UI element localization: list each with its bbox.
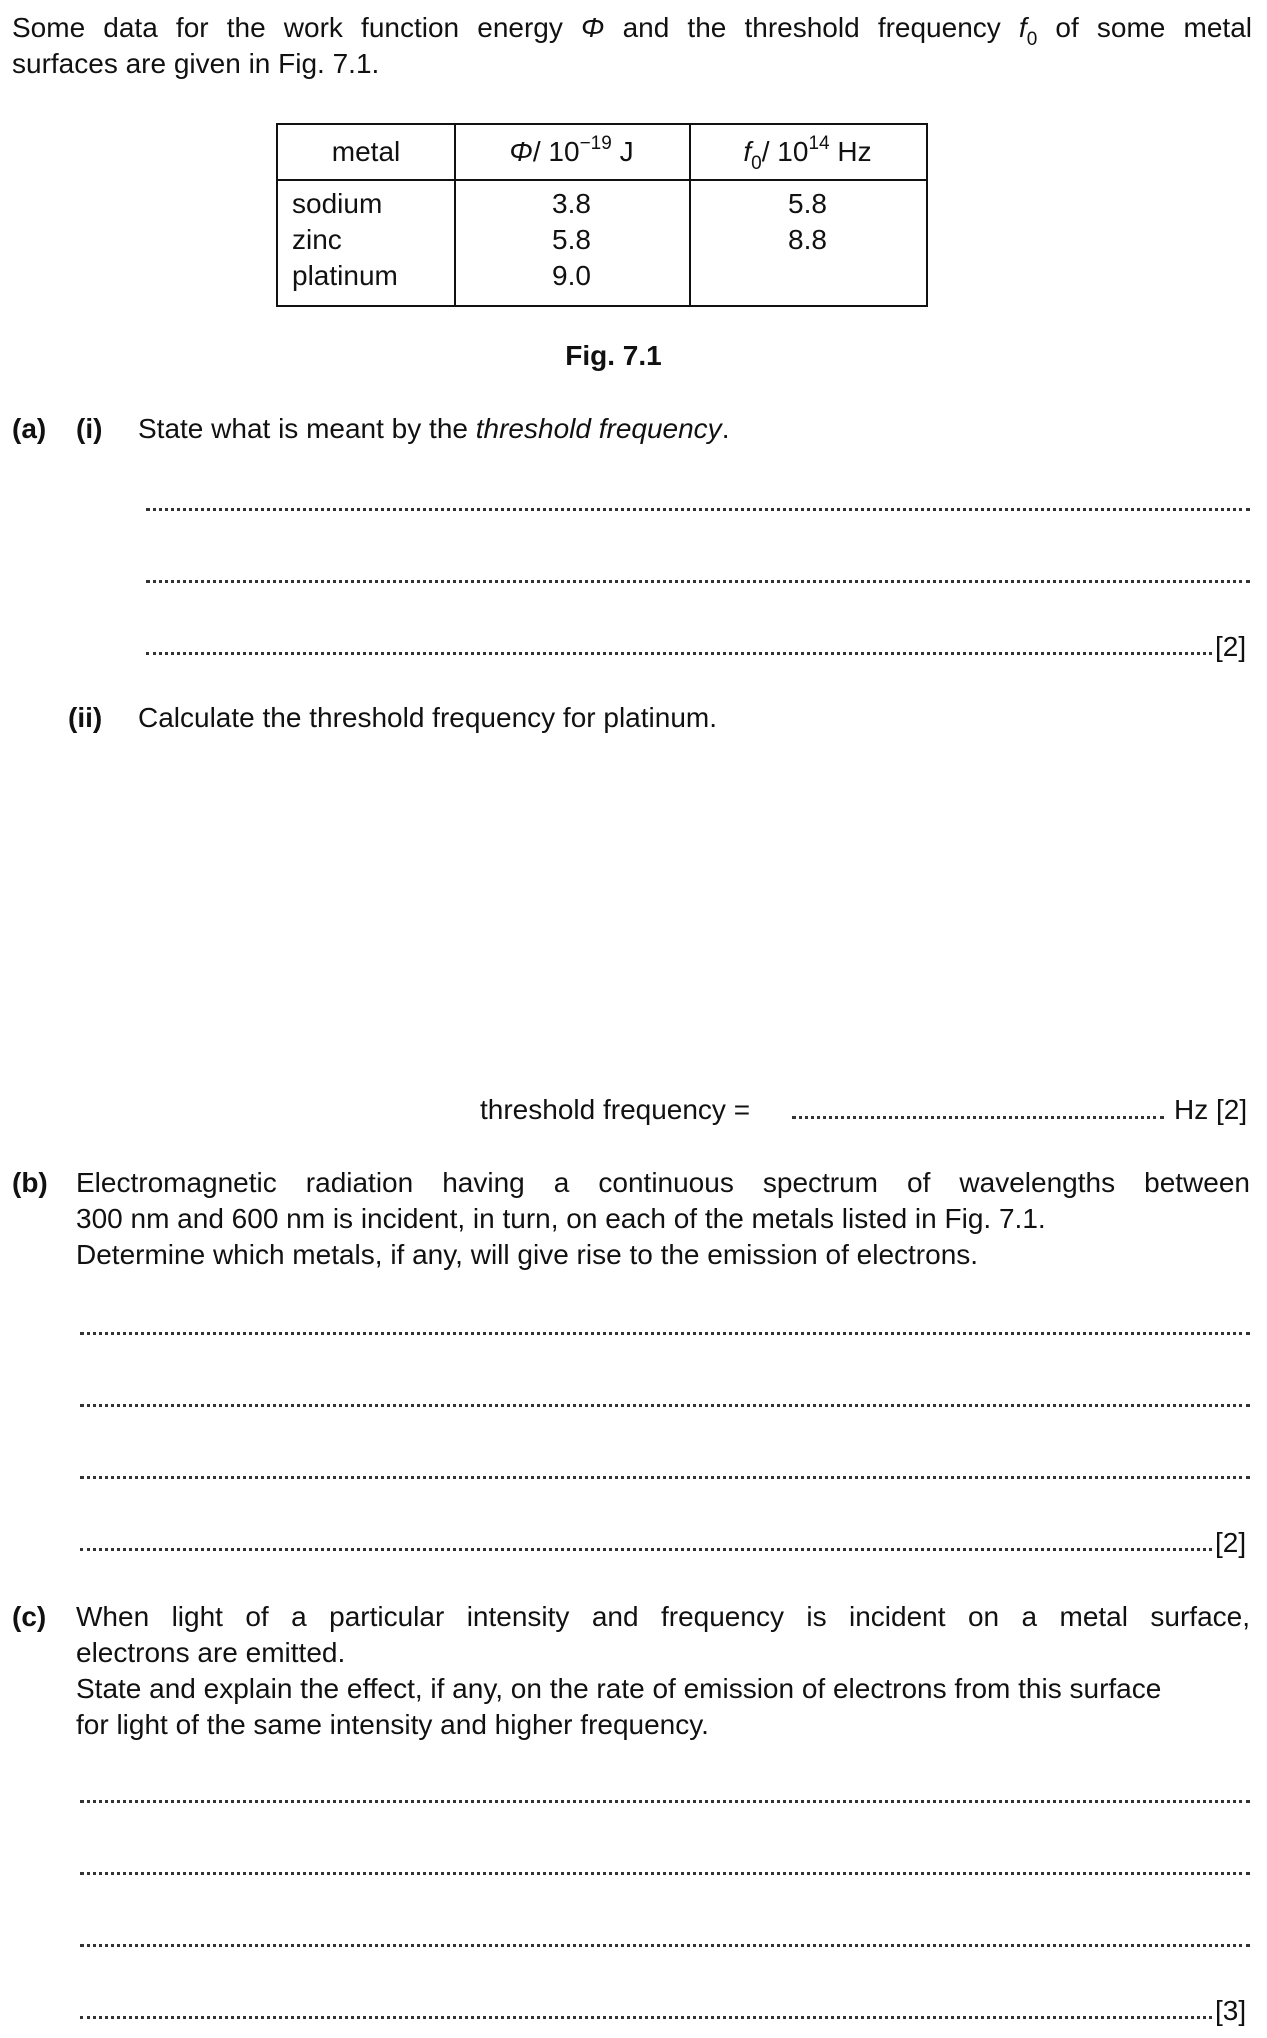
part-a-ii-label: (ii) <box>68 702 103 733</box>
intro-line-2: surfaces are given in Fig. 7.1. <box>12 48 380 79</box>
intro-text-c: of some metal <box>1055 12 1252 43</box>
intro-text-a: Some data for the work function energy <box>12 12 563 43</box>
row-phi-platinum: 9.0 <box>552 260 591 291</box>
part-b-label: (b) <box>12 1167 48 1198</box>
part-a-i-question: State what is meant by the threshold frequency. <box>138 413 730 444</box>
part-c-line-4: for light of the same intensity and higher frequency. <box>76 1709 709 1740</box>
answer-line-c-2[interactable] <box>80 1872 1250 1875</box>
row-f0-sodium: 5.8 <box>788 188 827 219</box>
threshold-answer-unit-marks: Hz [2] <box>1174 1094 1248 1125</box>
row-phi-sodium: 3.8 <box>552 188 591 219</box>
row-phi-zinc: 5.8 <box>552 224 591 255</box>
phi-symbol: Φ <box>581 12 605 43</box>
marks-a-i: [2] <box>1215 631 1247 662</box>
data-table <box>276 123 928 307</box>
header-work-function: Φ/ $10^{-19}$ J <box>509 133 634 167</box>
header-threshold-frequency: $f_0/$ $10^{14}$ Hz <box>743 133 872 174</box>
answer-line-b-4[interactable] <box>80 1548 1212 1551</box>
part-c-line-1: When light of a particular intensity and frequency is incident on a metal surface, <box>76 1601 1250 1632</box>
intro-line-1 <box>12 10 1252 50</box>
answer-line-a-i-3[interactable] <box>146 652 1212 655</box>
answer-line-b-1[interactable] <box>80 1332 1250 1335</box>
answer-line-c-3[interactable] <box>80 1944 1250 1947</box>
threshold-answer-label: threshold frequency = <box>480 1094 751 1125</box>
part-b-line-1: Electromagnetic radiation having a continuous spectrum of wavelengths between <box>76 1167 1250 1198</box>
f0-symbol: $f_0$ <box>1018 12 1038 50</box>
answer-line-c-1[interactable] <box>80 1800 1250 1803</box>
part-b-line-2: 300 nm and 600 nm is incident, in turn, on each of the metals listed in Fig. 7.1. <box>76 1203 1046 1234</box>
answer-line-b-2[interactable] <box>80 1404 1250 1407</box>
part-c-line-3: State and explain the effect, if any, on the rate of emission of electrons from this surface <box>76 1673 1162 1704</box>
row-f0-zinc: 8.8 <box>788 224 827 255</box>
answer-line-b-3[interactable] <box>80 1476 1250 1479</box>
row-metal-zinc: zinc <box>292 224 342 255</box>
threshold-answer-field[interactable] <box>792 1116 1164 1119</box>
answer-line-a-i-1[interactable] <box>146 508 1250 511</box>
intro-text-b: and the threshold frequency <box>622 12 1001 43</box>
part-c-label: (c) <box>12 1601 47 1632</box>
figure-caption: Fig. 7.1 <box>565 340 662 371</box>
part-a-i-label: (i) <box>76 413 103 444</box>
part-c-line-2: electrons are emitted. <box>76 1637 346 1668</box>
answer-line-a-i-2[interactable] <box>146 580 1250 583</box>
marks-c: [3] <box>1215 1995 1247 2026</box>
part-b-line-3: Determine which metals, if any, will give rise to the emission of electrons. <box>76 1239 979 1270</box>
answer-line-c-4[interactable] <box>80 2016 1212 2019</box>
row-metal-sodium: sodium <box>292 188 383 219</box>
row-metal-platinum: platinum <box>292 260 398 291</box>
marks-b: [2] <box>1215 1527 1247 1558</box>
header-metal: metal <box>331 136 401 167</box>
part-a-ii-question: Calculate the threshold frequency for platinum. <box>138 702 717 733</box>
part-a-label: (a) <box>12 413 47 444</box>
